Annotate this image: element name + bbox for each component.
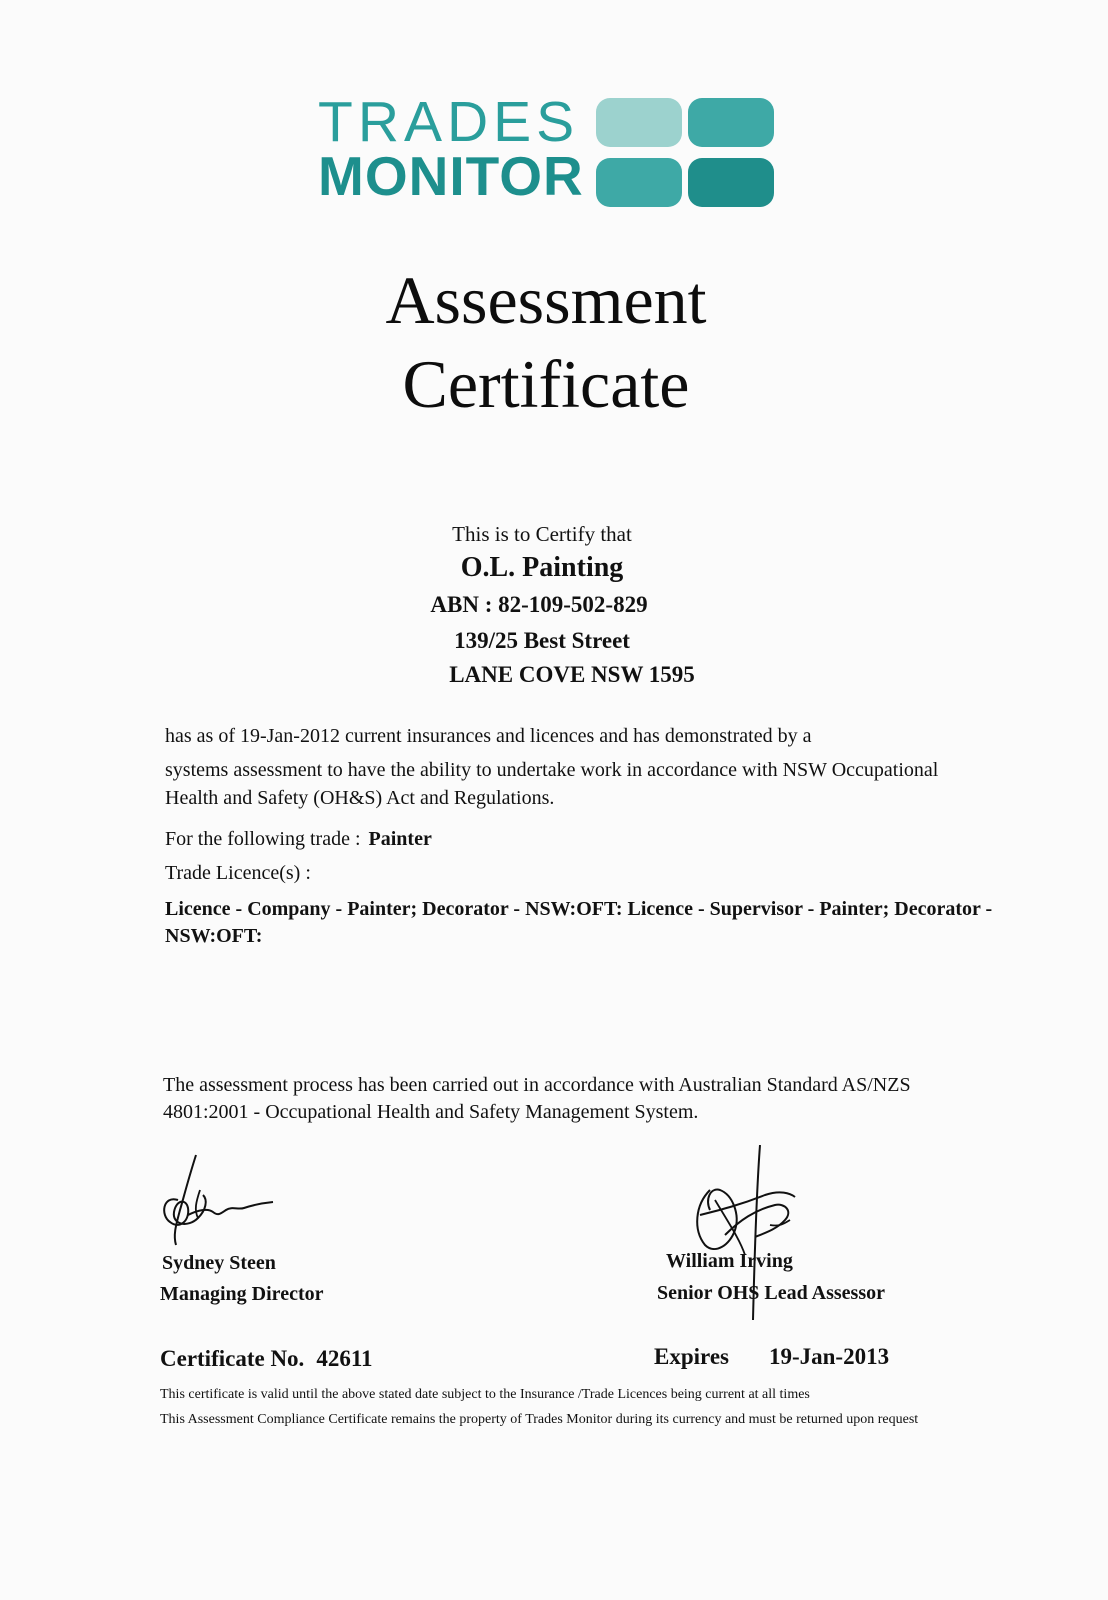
logo-block-icon — [596, 158, 682, 207]
footnote-validity: This certificate is valid until the above stated date subject to the Insurance /Trade Licences being current at all times — [160, 1387, 810, 1402]
certify-intro: This is to Certify that — [452, 522, 632, 546]
certificate-number-row — [160, 1346, 373, 1372]
trades-monitor-logo — [318, 92, 778, 217]
statement-line1: has as of 19-Jan-2012 current insurances and licences and has demonstrated by a — [165, 725, 812, 747]
logo-block-icon — [596, 98, 682, 147]
signatory2-name: William Irving — [666, 1250, 793, 1272]
expiry-row — [654, 1344, 889, 1370]
company-address-line1: 139/25 Best Street — [454, 628, 630, 653]
company-name: O.L. Painting — [460, 552, 624, 583]
trade-value: Painter — [368, 828, 432, 850]
signature-sydney-steen-icon — [158, 1140, 288, 1250]
document-title-line2: Certificate — [402, 346, 690, 422]
certificate-number: 42611 — [316, 1346, 373, 1371]
certificate-number-label: Certificate No. — [160, 1346, 305, 1371]
expires-label: Expires — [654, 1344, 729, 1369]
expires-date: 19-Jan-2013 — [768, 1344, 890, 1369]
standard-statement: The assessment process has been carried out in accordance with Australian Standard AS/NZS 4801:2001 - Occupational Health and Safety Management System. — [163, 1074, 911, 1123]
trade-row — [165, 828, 432, 851]
licence-value: Licence - Company - Painter; Decorator - NSW:OFT: Licence - Supervisor - Painter; Decorator - NSW:OFT: — [165, 898, 993, 947]
signatory2-role: Senior OHS Lead Assessor — [657, 1282, 885, 1304]
signatory1-name: Sydney Steen — [162, 1252, 276, 1274]
licence-label: Trade Licence(s) : — [165, 862, 311, 884]
trade-label: For the following trade : — [165, 828, 361, 850]
document-title-line1: Assessment — [385, 262, 707, 338]
statement-line2: systems assessment to have the ability to undertake work in accordance with NSW Occupational Health and Safety (OH&S) Act and Regulations. — [165, 759, 939, 809]
footnote-property: This Assessment Compliance Certificate remains the property of Trades Monitor during its currency and must be returned upon request — [160, 1412, 919, 1427]
signatory1-role: Managing Director — [160, 1283, 324, 1305]
logo-block-icon — [688, 98, 774, 147]
company-abn: ABN : 82-109-502-829 — [430, 592, 648, 617]
logo-text-bottom: MONITOR — [318, 145, 584, 207]
logo-text-top: TRADES — [318, 90, 580, 154]
logo-block-icon — [688, 158, 774, 207]
company-address-line2: LANE COVE NSW 1595 — [449, 662, 695, 687]
